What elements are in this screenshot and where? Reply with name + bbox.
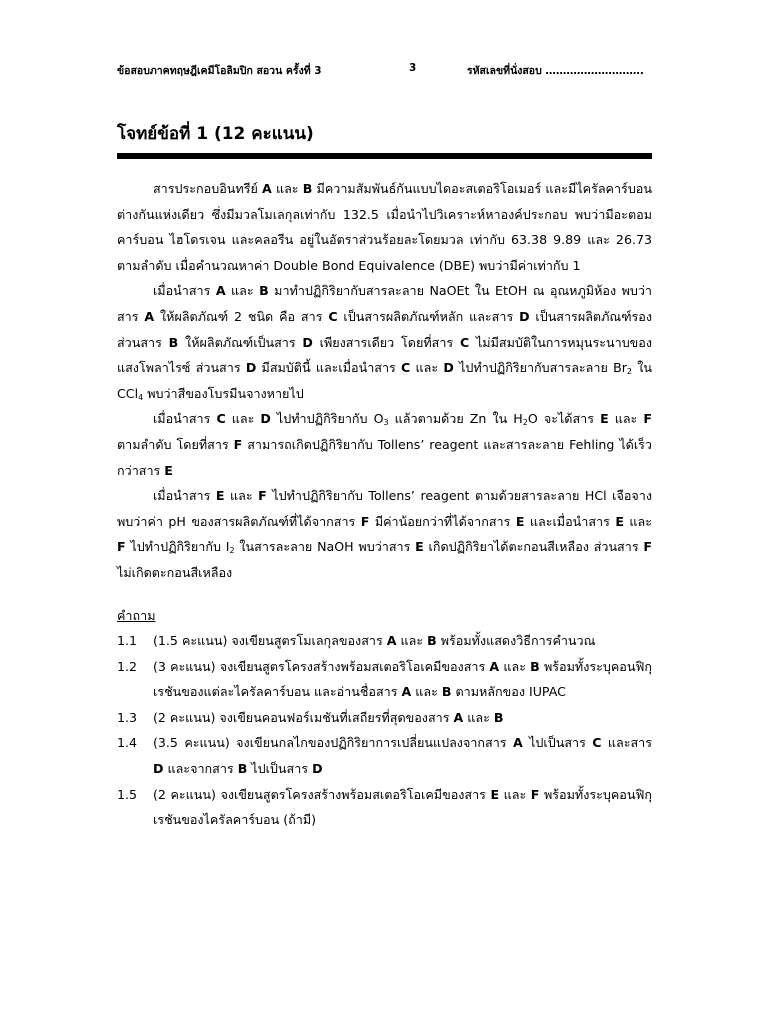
- question-item: [117, 628, 652, 654]
- exam-title-header: ข้อสอบภาคทฤษฎีเคมีโอลิมปิก สอวน ครั้งที่ 3: [117, 65, 322, 77]
- question-text: [153, 654, 652, 705]
- text-run: และ: [271, 181, 303, 196]
- compound-label: E: [615, 513, 624, 529]
- compound-label: B: [493, 709, 504, 725]
- question-number: 1.5: [117, 786, 138, 802]
- compound-label: C: [328, 308, 338, 324]
- problem-title: โจทย์ข้อที่ 1 (12 คะแนน): [117, 124, 314, 144]
- text-run: และเมื่อนำสาร: [524, 513, 616, 529]
- text-run: พร้อมทั้งระบุคอนฟิกุเรชันของแต่ละไครัลคาร์บอน และอ่านชื่อสาร: [153, 658, 653, 700]
- text-run: และ: [410, 360, 444, 376]
- compound-label: D: [153, 761, 164, 777]
- text-run: และจากสาร: [163, 761, 238, 777]
- compound-label: A: [453, 709, 464, 725]
- compound-label: C: [216, 411, 226, 427]
- question-number: 1.4: [117, 735, 138, 751]
- compound-label: F: [530, 786, 540, 802]
- compound-label: A: [401, 684, 412, 700]
- compound-label: B: [237, 761, 248, 777]
- compound-label: A: [512, 735, 523, 751]
- compound-label: B: [427, 633, 437, 649]
- compound-label: C: [592, 735, 602, 751]
- text-run: สารประกอบอินทรีย์: [153, 181, 263, 196]
- text-run: มีสมบัตินี้ และเมื่อนำสาร: [256, 360, 402, 376]
- text-run: เพียงสารเดียว โดยที่สาร: [312, 334, 460, 350]
- question-item: [117, 730, 652, 781]
- text-run: เป็นสารผลิตภัณฑ์หลัก และสาร: [337, 308, 520, 324]
- text-run: ใน CCl: [117, 360, 652, 401]
- problem-paragraph: [117, 278, 652, 406]
- compound-label: C: [401, 360, 411, 376]
- compound-label: F: [643, 539, 652, 555]
- text-run: และ: [224, 488, 259, 504]
- question-item: [117, 654, 652, 705]
- compound-label: F: [258, 488, 267, 504]
- text-run: และ: [608, 411, 644, 427]
- question-number: 1.3: [117, 709, 138, 725]
- compound-label: D: [312, 761, 323, 777]
- compound-label: F: [643, 411, 652, 427]
- question-number: 1.2: [117, 658, 138, 674]
- compound-label: E: [164, 462, 173, 478]
- compound-label: F: [233, 436, 243, 452]
- text-run: (3.5 คะแนน) จงเขียนกลไกของปฏิกิริยาการเปลี่ยนแปลงจากสาร: [153, 735, 513, 751]
- compound-label: A: [262, 181, 272, 196]
- text-run: ไปเป็นสาร: [522, 735, 593, 751]
- text-run: ไม่มีสมบัติในการหมุนระนาบของแสงโพลาไรซ์ ส่วนสาร: [117, 334, 653, 376]
- subscript: 2: [626, 367, 632, 377]
- question-number: 1.1: [117, 633, 138, 649]
- question-text: [153, 705, 652, 731]
- text-run: มาทำปฏิกิริยากับสารละลาย NaOEt ใน EtOH ณ อุณหภูมิห้อง พบว่าสาร: [117, 283, 652, 324]
- compound-label: A: [489, 658, 500, 674]
- compound-label: E: [215, 488, 225, 504]
- compound-label: B: [530, 658, 540, 674]
- question-item: [117, 782, 652, 833]
- compound-label: D: [260, 411, 271, 427]
- compound-label: B: [441, 684, 452, 700]
- text-run: แล้วตามด้วย Zn ใน H: [388, 411, 523, 427]
- compound-label: F: [117, 539, 126, 555]
- text-run: ไปทำปฏิกิริยากับ O: [270, 411, 384, 427]
- text-run: พบว่าสีของโบรมีนจางหายไป: [143, 385, 304, 401]
- text-run: ไปเป็นสาร: [247, 761, 313, 777]
- text-run: เกิดปฏิกิริยาได้ตะกอนสีเหลือง ส่วนสาร: [423, 539, 644, 555]
- text-run: ในสารละลาย NaOH พบว่าสาร: [234, 539, 416, 555]
- compound-label: B: [302, 181, 313, 196]
- questions-heading: คำถาม: [117, 607, 156, 623]
- question-item: [117, 705, 652, 731]
- problem-paragraph: [117, 176, 652, 278]
- text-run: พร้อมทั้งแสดงวิธีการคำนวณ: [436, 633, 596, 649]
- text-run: (3 คะแนน) จงเขียนสูตรโครงสร้างพร้อมสเตอริโอเคมีของสาร: [153, 658, 490, 674]
- problem-paragraph: [117, 406, 652, 483]
- question-text: [153, 628, 652, 654]
- text-run: และสาร: [601, 735, 652, 751]
- text-run: มีความสัมพันธ์กันแบบไดอะสเตอริโอเมอร์ และมีไครัลคาร์บอนต่างกันแห่งเดียว ซึ่งมีมวลโมเลกุลเท่ากับ 132.5 เมื่อนำไปวิเคราะห์หาองค์ประกอบ พบว่ามีอะตอมคาร์บอน ไฮโดรเจน และคลอรีน อยู่ในอัตราส่วนร้อยละโดยมวล เท่ากับ 63.38 9.89 และ 26.73 ตามลำดับ เมื่อคำนวณหาค่า Double Bond Equivalence (DBE) พบว่ามีค่าเท่ากับ 1: [117, 181, 652, 273]
- text-run: ให้ผลิตภัณฑ์เป็นสาร: [178, 334, 303, 350]
- text-run: ตามลำดับ โดยที่สาร: [117, 436, 234, 452]
- text-run: เมื่อนำสาร: [153, 488, 216, 504]
- text-run: (2 คะแนน) จงเขียนคอนฟอร์เมชันที่เสถียรที่สุดของสาร: [153, 709, 454, 725]
- compound-label: E: [515, 513, 525, 529]
- text-run: เมื่อนำสาร: [153, 283, 216, 299]
- compound-label: E: [490, 786, 500, 802]
- text-run: ตามหลักของ IUPAC: [451, 684, 566, 700]
- text-run: และ: [411, 684, 442, 700]
- compound-label: A: [215, 283, 226, 299]
- problem-paragraph: [117, 483, 652, 585]
- text-run: ไปทำปฏิกิริยากับ I: [125, 539, 230, 555]
- page-number: 3: [409, 62, 417, 74]
- text-run: และ: [225, 283, 260, 299]
- text-run: ไปทำปฏิกิริยากับ Tollens’ reagent ตามด้วยสารละลาย HCl เจือจาง พบว่าค่า pH ของสารผลิตภัณฑ์ที่ได้จากสาร: [117, 488, 652, 529]
- text-run: (2 คะแนน) จงเขียนสูตรโครงสร้างพร้อมสเตอริโอเคมีของสาร: [153, 786, 491, 802]
- compound-label: F: [360, 513, 370, 529]
- question-text: [153, 782, 652, 833]
- seat-number-field: รหัสเลขที่นั่งสอบ ……………………….: [467, 65, 644, 77]
- subscript: 2: [522, 418, 528, 428]
- problem-body: [117, 176, 652, 833]
- text-run: และ: [396, 633, 428, 649]
- text-run: ไปทำปฏิกิริยากับสารละลาย Br: [453, 360, 627, 376]
- compound-label: D: [302, 334, 313, 350]
- text-run: และ: [623, 513, 652, 529]
- compound-label: D: [519, 308, 530, 324]
- text-run: เป็นสารผลิตภัณฑ์รอง ส่วนสาร: [117, 308, 653, 350]
- text-run: ให้ผลิตภัณฑ์ 2 ชนิด คือ สาร: [154, 308, 329, 324]
- text-run: เมื่อนำสาร: [153, 411, 217, 427]
- text-run: และ: [225, 411, 261, 427]
- text-run: และ: [499, 786, 531, 802]
- compound-label: A: [144, 308, 155, 324]
- compound-label: C: [459, 334, 470, 350]
- subscript: 4: [138, 392, 144, 402]
- text-run: O จะได้สาร: [527, 411, 601, 427]
- text-run: พร้อมทั้งระบุคอนฟิกุเรชันของไครัลคาร์บอน (ถ้ามี): [153, 786, 652, 828]
- subscript: 2: [229, 546, 235, 556]
- compound-label: D: [245, 360, 257, 376]
- compound-label: D: [443, 360, 454, 376]
- compound-label: A: [386, 633, 397, 649]
- compound-label: B: [168, 334, 179, 350]
- text-run: และ: [463, 709, 494, 725]
- subscript: 3: [383, 418, 389, 428]
- compound-label: E: [415, 539, 424, 555]
- text-run: สามารถเกิดปฏิกิริยากับ Tollens’ reagent และสารละลาย Fehling ได้เร็วกว่าสาร: [117, 436, 652, 478]
- text-run: (1.5 คะแนน) จงเขียนสูตรโมเลกุลของสาร: [153, 633, 387, 649]
- text-run: ไม่เกิดตะกอนสีเหลือง: [117, 564, 233, 580]
- text-run: มีค่าน้อยกว่าที่ได้จากสาร: [369, 513, 516, 529]
- compound-label: B: [259, 283, 269, 299]
- compound-label: E: [600, 411, 609, 427]
- text-run: และ: [499, 658, 531, 674]
- question-text: [153, 730, 652, 781]
- title-divider: [117, 153, 652, 159]
